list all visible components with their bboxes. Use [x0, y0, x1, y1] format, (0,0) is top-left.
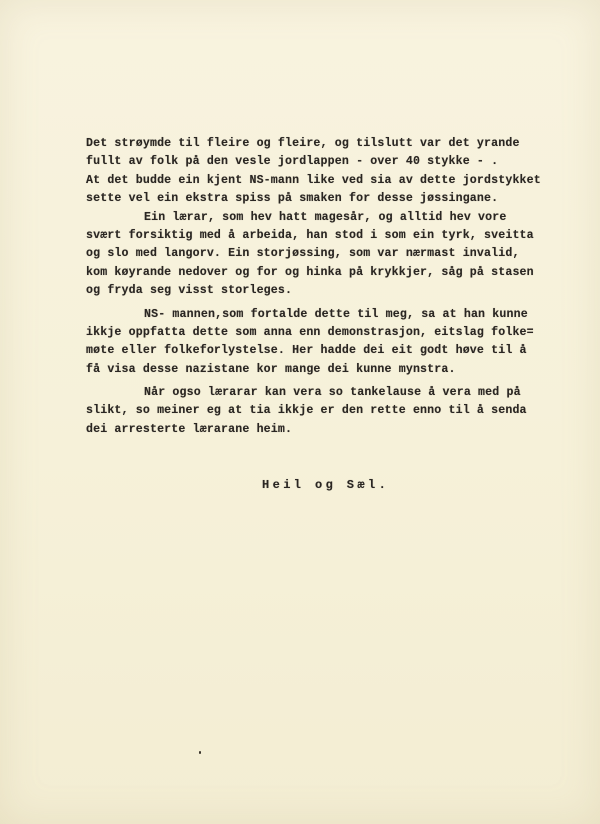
text-line: og slo med langorv. Ein storjøssing, som var nærmast invalid, [86, 247, 520, 261]
text-line: Ein lærar, som hev hatt magesår, og alltid hev vore [144, 210, 507, 224]
text-line: slikt, so meiner eg at tia ikkje er den rette enno til å senda [86, 404, 527, 418]
text-line: og fryda seg visst storleges. [86, 284, 293, 298]
closing-salutation: Heil og Sæl. [262, 478, 390, 492]
ink-speck [199, 751, 201, 754]
text-line: svært forsiktig med å arbeida, han stod i som ein tyrk, sveitta [86, 228, 534, 242]
text-line: Det strøymde til fleire og fleire, og tilslutt var det yrande [86, 137, 520, 150]
paragraph-3 [86, 306, 566, 380]
text-line: kom køyrande nedover og for og hinka på krykkjer, såg på stasen [86, 265, 534, 279]
text-line: NS- mannen,som fortalde dette til meg, sa at han kunne [144, 307, 528, 321]
text-line: ikkje oppfatta dette som anna enn demonstrasjon, eitslag folke= [86, 325, 534, 339]
text-line: At det budde ein kjent NS-mann like ved sia av dette jordstykket [86, 173, 541, 187]
letter-body [86, 135, 566, 439]
paragraph-1 [86, 135, 566, 209]
text-line: fullt av folk på den vesle jordlappen - over 40 stykke - . [86, 155, 499, 169]
paragraph-2 [86, 209, 566, 301]
paragraph-4 [86, 384, 566, 439]
text-line: dei arresterte lærarane heim. [86, 422, 293, 436]
text-line: Når ogso lærarar kan vera so tankelause å vera med på [144, 386, 521, 400]
text-line: møte eller folkeforlystelse. Her hadde dei eit godt høve til å [86, 344, 527, 358]
text-line: få visa desse nazistane kor mange dei kunne mynstra. [86, 362, 456, 376]
text-line: sette vel ein ekstra spiss på smaken for desse jøssingane. [86, 192, 499, 206]
